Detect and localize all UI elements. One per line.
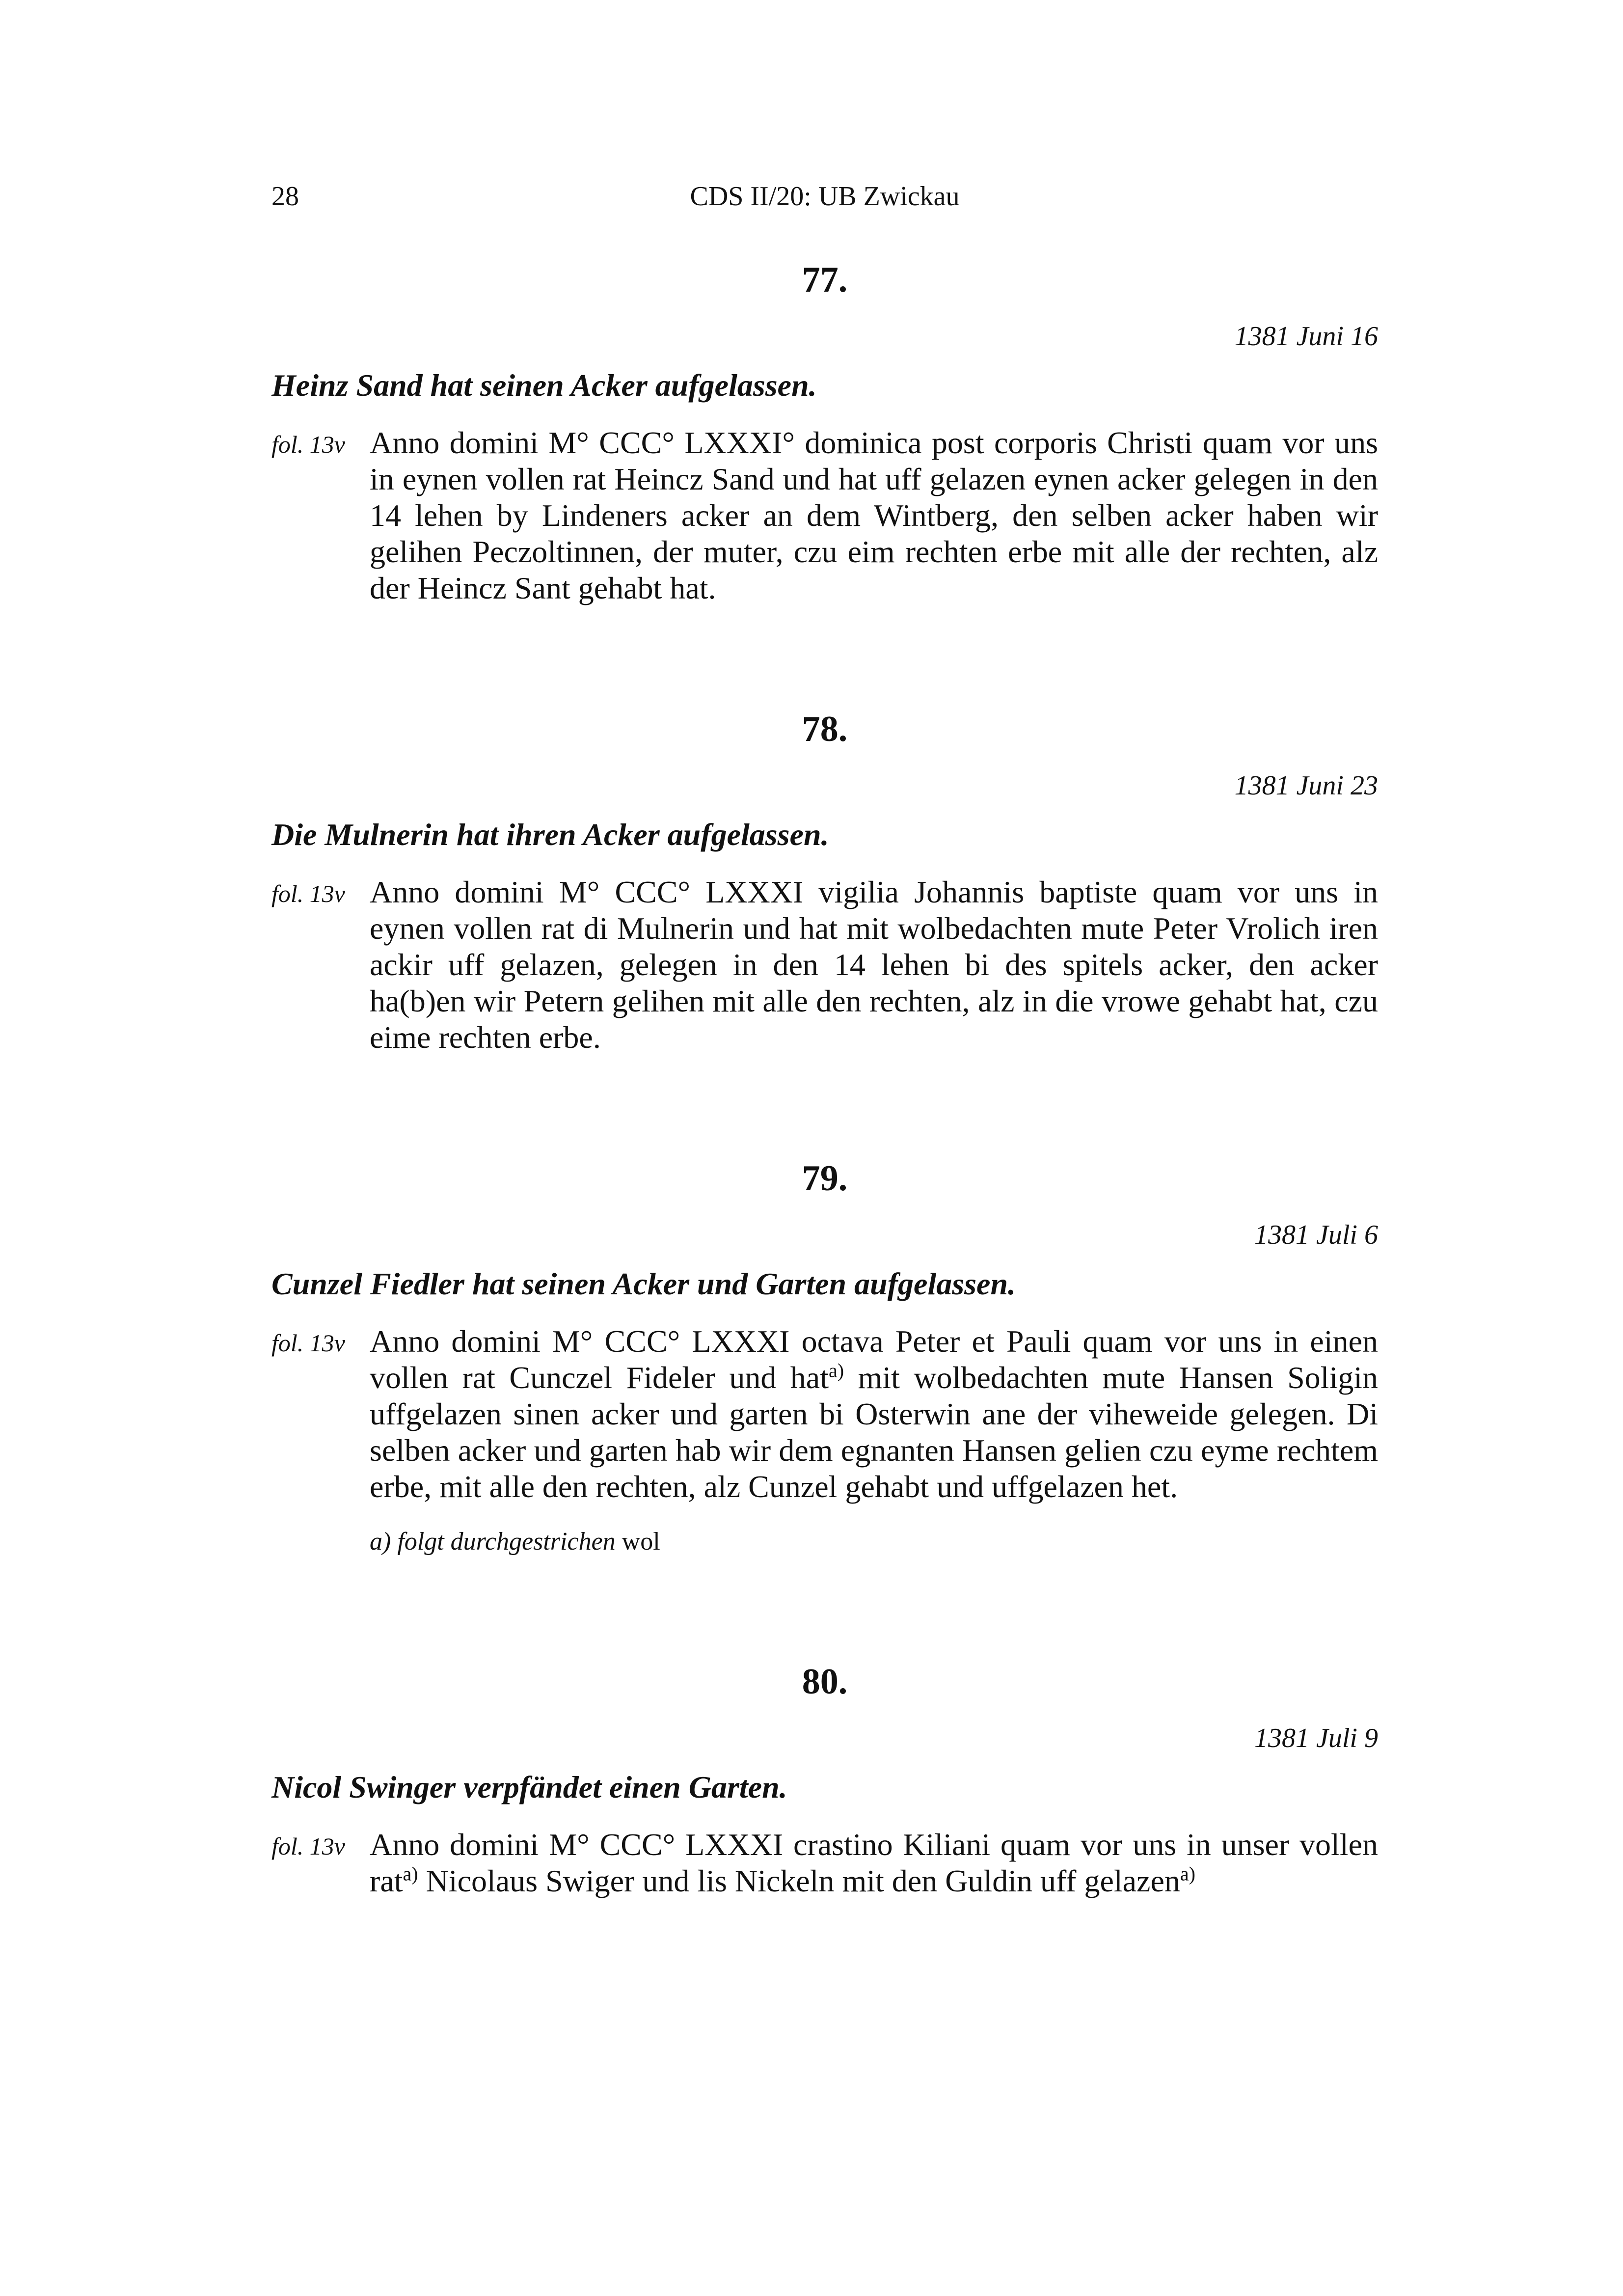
entry-title: Heinz Sand hat seinen Acker aufgelassen. bbox=[271, 368, 817, 403]
entry-body bbox=[271, 1323, 1378, 1505]
text-segment: mit wolbedachten mute Hansen Soligin uffgelazen sinen acker und garten bi Osterwin ane der viheweide gelegen. Di selben acker und garten hab wir dem egnanten Hansen gelien czu eyme rechtem erbe, mit alle den rechten, alz Cunzel gehabt und uffgelazen het. bbox=[370, 1360, 1379, 1504]
entry-number: 80. bbox=[802, 1662, 848, 1702]
footnote-marker: a) bbox=[1180, 1862, 1195, 1885]
footnote-label: a) folgt durchgestrichen bbox=[370, 1528, 616, 1556]
text-segment: Nicolaus Swiger und lis Nickeln mit den Guldin uff gelazen bbox=[418, 1863, 1180, 1898]
entry-text: Anno domini M° CCC° LXXXI° dominica post corporis Christi quam vor uns in eynen vollen rat Heincz Sand und hat uff gelazen eynen acker gelegen in den 14 lehen by Lindeners acker an dem Wintberg, den selben acker haben wir gelihen Peczoltinnen, der muter, czu eim rechten erbe mit alle der rechten, alz der Heincz Sant gehabt hat. bbox=[370, 425, 1378, 605]
folio-reference: fol. 13v bbox=[271, 1329, 345, 1357]
footnote-text: wol bbox=[615, 1528, 660, 1556]
text-segment: Anno domini M° CCC° LXXXI crastino Kiliani quam vor uns in unser vollen rat bbox=[370, 1827, 1378, 1898]
entry-title: Cunzel Fiedler hat seinen Acker und Garten aufgelassen. bbox=[271, 1266, 1016, 1301]
entry-text: Anno domini M° CCC° LXXXI vigilia Johannis baptiste quam vor uns in eynen vollen rat di Mulnerin und hat mit wolbedachten mute Peter Vrolich iren ackir uff gelazen, gelegen in den 14 lehen bi des spitels acker, den acker ha(b)en wir Petern gelihen mit alle den rechten, alz in die vrowe gehabt hat, czu eime rechten erbe. bbox=[370, 875, 1378, 1055]
entry-body bbox=[271, 874, 1378, 1056]
entry-body bbox=[271, 1827, 1378, 1899]
entry-80 bbox=[271, 1657, 1378, 1899]
footnote-marker: a) bbox=[828, 1359, 844, 1382]
entry-title: Die Mulnerin hat ihren Acker aufgelassen. bbox=[271, 817, 829, 852]
entry-number: 77. bbox=[802, 260, 848, 300]
entry-79 bbox=[271, 1154, 1378, 1559]
entry-number: 79. bbox=[802, 1158, 848, 1199]
page-number: 28 bbox=[271, 181, 299, 212]
entry-text bbox=[370, 1827, 1378, 1899]
footnote-marker: a) bbox=[403, 1862, 418, 1885]
folio-reference: fol. 13v bbox=[271, 1832, 345, 1860]
entry-77 bbox=[271, 255, 1378, 606]
entry-body bbox=[271, 425, 1378, 606]
entry-title: Nicol Swinger verpfändet einen Garten. bbox=[271, 1770, 787, 1804]
entry-date: 1381 Juli 6 bbox=[1254, 1220, 1378, 1250]
entry-text bbox=[370, 1323, 1378, 1505]
entry-date: 1381 Juni 16 bbox=[1234, 321, 1378, 352]
folio-reference: fol. 13v bbox=[271, 880, 345, 907]
text-segment: Anno domini M° CCC° LXXXI octava Peter et Pauli quam vor uns in einen vollen rat Cunczel Fideler und hat bbox=[370, 1324, 1378, 1395]
entry-78 bbox=[271, 705, 1378, 1056]
entry-date: 1381 Juli 9 bbox=[1254, 1723, 1378, 1753]
page-header bbox=[271, 177, 1378, 216]
footnote bbox=[370, 1525, 1378, 1559]
entry-number: 78. bbox=[802, 709, 848, 749]
folio-reference: fol. 13v bbox=[271, 431, 345, 458]
entry-date: 1381 Juni 23 bbox=[1234, 770, 1378, 801]
running-head: CDS II/20: UB Zwickau bbox=[690, 181, 960, 212]
